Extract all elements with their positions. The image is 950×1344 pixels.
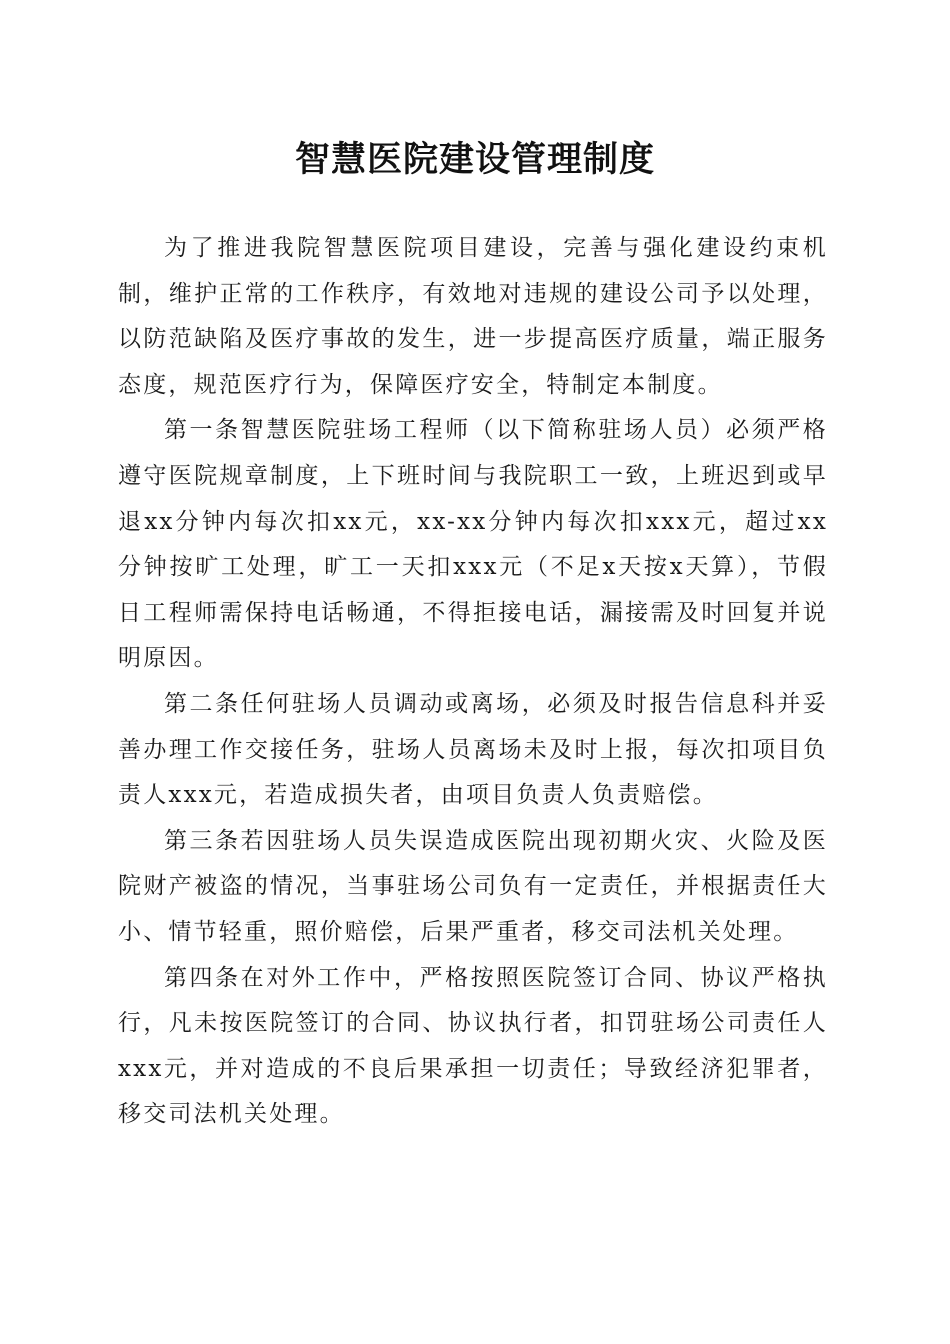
- paragraph-article-2: 第二条任何驻场人员调动或离场，必须及时报告信息科并妥善办理工作交接任务，驻场人员离场未及时上报，每次扣项目负责人xxx元，若造成损失者，由项目负责人负责赔偿。: [118, 690, 828, 809]
- document-title: 智慧医院建设管理制度: [294, 139, 655, 180]
- document-body: [118, 226, 828, 1138]
- paragraph-intro: 为了推进我院智慧医院项目建设，完善与强化建设约束机制，维护正常的工作秩序，有效地对违规的建设公司予以处理，以防范缺陷及医疗事故的发生，进一步提高医疗质量，端正服务态度，规范医疗行为，保障医疗安全，特制定本制度。: [118, 235, 828, 398]
- paragraph-article-3: 第三条若因驻场人员失误造成医院出现初期火灾、火险及医院财产被盗的情况，当事驻场公司负有一定责任，并根据责任大小、情节轻重，照价赔偿，后果严重者，移交司法机关处理。: [118, 827, 828, 945]
- paragraph-article-1: 第一条智慧医院驻场工程师（以下简称驻场人员）必须严格遵守医院规章制度，上下班时间与我院职工一致，上班迟到或早退xx分钟内每次扣xx元，xx-xx分钟内每次扣xxx元，超过xx分钟按旷工处理，旷工一天扣xxx元（不足x天按x天算），节假日工程师需保持电话畅通，不得拒接电话，漏接需及时回复并说明原因。: [118, 417, 828, 672]
- paragraph-article-4: 第四条在对外工作中，严格按照医院签订合同、协议严格执行，凡未按医院签订的合同、协议执行者，扣罚驻场公司责任人xxx元，并对造成的不良后果承担一切责任；导致经济犯罪者，移交司法机关处理。: [118, 964, 828, 1128]
